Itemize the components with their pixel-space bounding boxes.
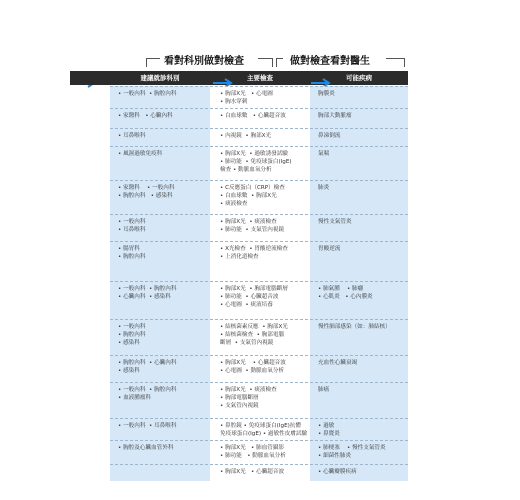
- cell-exam: • C反應蛋白（CRP）檢查 • 白血球數 • 胸部X光 • 痰液檢查: [220, 185, 285, 208]
- cell-exam: • 鼻腔鏡 • 免疫球蛋白(IgE)抗體 免疫球蛋白(IgE) • 過敏性皮膚試驗: [220, 423, 308, 438]
- table-row: [110, 319, 408, 356]
- title-bracket-left: [146, 58, 153, 67]
- table-row: [110, 281, 408, 320]
- arrow-icon: [311, 73, 333, 83]
- title-left: 看對科別做對檢查: [164, 56, 244, 67]
- cell-dept: • 一般內科 • 耳鼻喉科: [118, 423, 177, 429]
- table-row: [110, 128, 408, 147]
- cell-dept: • 一般內科 • 胸腔內科 • 感染科: [118, 324, 146, 347]
- cell-exam: • 胸部X光 • 胸部電腦斷層 • 肺功能 • 心臟超音波 • 心電圖 • 痰液培養: [220, 286, 288, 309]
- title-right: 做對檢查看對醫生: [290, 56, 370, 67]
- cell-exam: • 胸部X光 • 痰液檢查 • 胸部電腦斷層 • 支氣管內視鏡: [220, 387, 277, 410]
- table-row: [110, 146, 408, 181]
- table-row: [110, 86, 408, 109]
- table-row: [110, 440, 408, 465]
- table-header: [70, 71, 408, 85]
- cell-disease: 氣喘: [318, 151, 330, 157]
- cell-exam: • 胸部X光 • 過敏誘發試驗 • 肺功能 • 免疫球蛋白(IgE) 檢查 • 動脈血氧分析: [220, 151, 292, 174]
- cell-exam: • 胸部X光 • 肺血管攝影 • 肺功能 • 動脈血氧分析: [220, 445, 286, 460]
- arrow-icon: [213, 73, 235, 83]
- cell-disease: 肺炎: [318, 185, 330, 191]
- cell-disease: 胸部大動脈瘤: [318, 113, 352, 119]
- table-row: [110, 214, 408, 242]
- table-row: [110, 464, 408, 482]
- cell-dept: • 風濕過敏免疫科: [118, 151, 163, 157]
- cell-disease: 肺癌: [318, 387, 330, 393]
- cell-exam: • X光檢查 • 胃酸逆流檢查 • 上消化道檢查: [220, 246, 288, 261]
- cell-disease: 胃酸逆流: [318, 246, 341, 252]
- cell-dept: • 耳鼻喉科: [118, 133, 146, 139]
- title-rule: [258, 58, 266, 59]
- cell-dept: • 胸腔內科 • 心臟內科 • 感染科: [118, 360, 177, 375]
- section-title: [140, 52, 410, 70]
- table-row: [110, 241, 408, 282]
- header-exam: 主要檢查: [247, 74, 273, 82]
- symptom-table: [110, 86, 408, 481]
- cell-disease: 胸膜炎: [318, 91, 335, 97]
- header-disease: 可能疾病: [346, 74, 372, 82]
- cell-exam: • 胸部X光 • 心臟超音波 • 心電圖 • 動脈血氧分析: [220, 360, 286, 375]
- cell-dept: • 家醫科 • 心臟內科: [118, 113, 173, 119]
- cell-disease: • 心臟瓣膜疾病: [318, 469, 357, 475]
- title-bracket-mid: [266, 58, 273, 67]
- table-row: [110, 180, 408, 215]
- cell-exam: • 胸部X光 • 心臟超音波: [220, 469, 285, 475]
- cell-dept: • 一般內科 • 耳鼻喉科: [118, 219, 146, 234]
- cell-disease: 鼻涕倒流: [318, 133, 341, 139]
- cell-dept: • 家醫科 • 一般內科 • 胸腔內科 • 感染科: [118, 185, 175, 200]
- header-dept: 建議就診科別: [140, 74, 180, 82]
- cell-dept: • 一般內科 • 胸腔內科: [118, 91, 177, 97]
- cell-exam: • 胸部X光 • 痰液檢查 • 肺功能 • 支氣管內視鏡: [220, 219, 285, 234]
- cell-exam: • 胸部X光 • 心電圖 • 胸水穿刺: [220, 91, 273, 106]
- cell-dept: • 一般內科 • 胸腔內科 • 血液腫瘤科: [118, 387, 177, 402]
- title-rule: [146, 58, 160, 59]
- cell-exam: • 結核菌素反應 • 胸部X光 • 結核菌檢查 • 胸部電腦 斷層 • 支氣管內視鏡: [220, 324, 288, 347]
- cell-disease: 慢性支氣管炎: [318, 219, 352, 225]
- cell-exam: • 白血球數 • 心臟超音波: [220, 113, 286, 119]
- cell-dept: • 胸腔及心臟血管外科: [118, 445, 174, 451]
- table-row: [110, 382, 408, 419]
- table-row: [110, 418, 408, 441]
- cell-exam: • 內視鏡 • 胸部X光: [220, 133, 272, 139]
- cell-disease: • 肺氣腫 • 肺癰 • 心肌炎 • 心內膜炎: [318, 286, 373, 301]
- cell-disease: • 過敏 • 鼻竇炎: [318, 423, 340, 438]
- cell-disease: • 肺梗塞 • 慢性支氣管炎 • 細菌性肺炎: [318, 445, 386, 460]
- title-bracket-mid2: [276, 58, 283, 67]
- table-row: [110, 355, 408, 383]
- cell-dept: • 腸胃科 • 胸腔內科: [118, 246, 146, 261]
- cell-disease: 慢性肺部感染（如：肺結核）: [318, 324, 391, 330]
- table-row: [110, 108, 408, 129]
- title-bracket-right: [398, 58, 405, 67]
- cell-disease: 充血性心臟衰竭: [318, 360, 358, 366]
- cell-dept: • 一般內科 • 胸腔內科 • 心臟內科 • 感染科: [118, 286, 177, 301]
